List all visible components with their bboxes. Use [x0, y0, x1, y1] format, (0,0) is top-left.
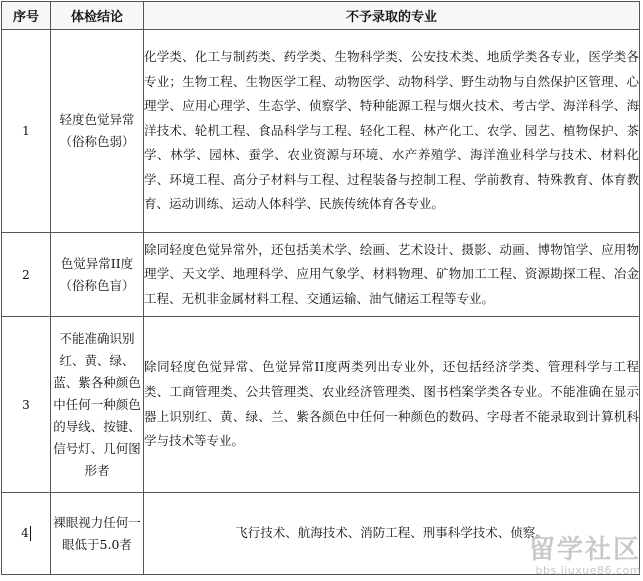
row-index: 3: [2, 317, 51, 493]
text-cursor: [30, 526, 31, 541]
header-index: 序号: [2, 2, 51, 30]
table-row: [2, 317, 640, 493]
table-header-row: [2, 2, 640, 30]
row-majors: 飞行技术、航海技术、消防工程、刑事科学技术、侦察。: [144, 493, 640, 575]
watermark-logo: 留学社区: [528, 535, 641, 565]
watermark-url: bbs.liuxue86.com: [535, 564, 641, 577]
header-majors: 不予录取的专业: [144, 2, 640, 30]
table-row: [2, 30, 640, 233]
table-row: [2, 233, 640, 317]
row-conclusion: 不能准确识别红、黄、绿、蓝、紫各种颜色中任何一种颜色的导线、按键、信号灯、几何图形者: [51, 317, 144, 493]
row-index: 2: [2, 233, 51, 317]
row-index-cell[interactable]: [2, 493, 51, 575]
table-row: [2, 493, 640, 575]
row-conclusion: 裸眼视力任何一眼低于5.0者: [51, 493, 144, 575]
row-majors: 化学类、化工与制药类、药学类、生物科学类、公安技术类、地质学类各专业，医学类各专业；生物工程、生物医学工程、动物医学、动物科学、野生动物与自然保护区管理、心理学、应用心理学、生态学、侦察学、特种能源工程与烟火技术、考古学、海洋科学、海洋技术、轮机工程、食品科学与工程、轻化工程、林产化工、农学、园艺、植物保护、茶学、林学、园林、蚕学、农业资源与环境、水产养殖学、海洋渔业科学与技术、材料化学、环境工程、高分子材料与工程、过程装备与控制工程、学前教育、特殊教育、体育教育、运动训练、运动人体科学、民族传统体育各专业。: [144, 30, 640, 233]
row-conclusion: 轻度色觉异常（俗称色弱）: [51, 30, 144, 233]
header-conclusion: 体检结论: [51, 2, 144, 30]
row-conclusion: 色觉异常II度（俗称色盲）: [51, 233, 144, 317]
row-index: 1: [2, 30, 51, 233]
admission-restriction-table: [1, 1, 640, 575]
row-majors: 除同轻度色觉异常外，还包括美术学、绘画、艺术设计、摄影、动画、博物馆学、应用物理学、天文学、地理科学、应用气象学、材料物理、矿物加工工程、资源勘探工程、冶金工程、无机非金属材料工程、交通运输、油气储运工程等专业。: [144, 233, 640, 317]
row-index: 4: [21, 526, 29, 540]
row-majors: 除同轻度色觉异常、色觉异常II度两类列出专业外，还包括经济学类、管理科学与工程类、工商管理类、公共管理类、农业经济管理类、图书档案学类各专业。不能准确在显示器上识别红、黄、绿、兰、紫各颜色中任何一种颜色的数码、字母者不能录取到计算机科学与技术等专业。: [144, 317, 640, 493]
